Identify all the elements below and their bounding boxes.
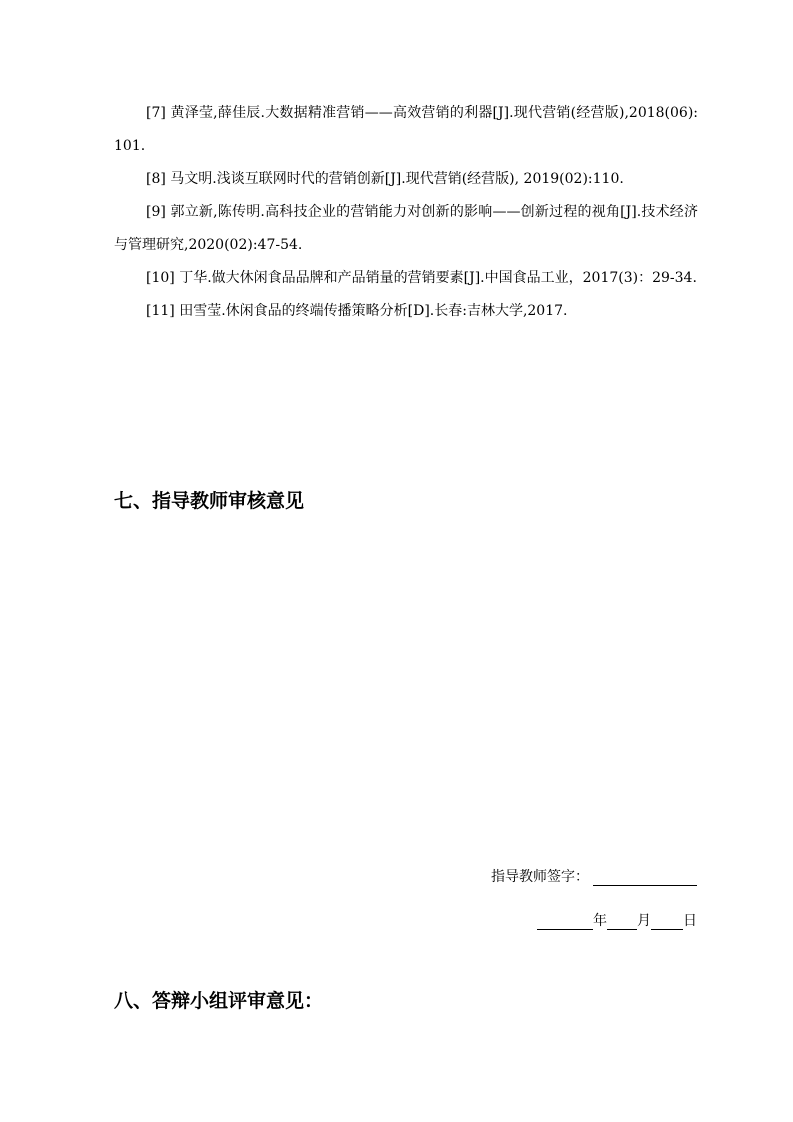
- year-label: 年: [593, 913, 607, 929]
- signature-label: 指导教师签字：: [491, 869, 589, 885]
- day-blank-line: [651, 911, 683, 930]
- reference-item: [9] 郭立新,陈传明.高科技企业的营销能力对创新的影响——创新过程的视角[J].技术经济与管理研究,2020(02):47-54.: [114, 204, 698, 253]
- month-blank-line: [607, 911, 637, 930]
- signature-blank-line: [593, 867, 697, 886]
- reference-item: [11] 田雪莹.休闲食品的终端传播策略分析[D].长春:吉林大学,2017.: [146, 303, 568, 319]
- month-label: 月: [637, 913, 651, 929]
- reference-item: [8] 马文明.浅谈互联网时代的营销创新[J].现代营销(经营版), 2019(02):110.: [146, 171, 624, 187]
- reference-list: [114, 97, 698, 328]
- reference-item: [7] 黄泽莹,薛佳辰.大数据精准营销——高效营销的利器[J].现代营销(经营版),2018(06):101.: [114, 105, 698, 154]
- year-blank-line: [537, 911, 593, 930]
- section-heading-advisor-review: 七、指导教师审核意见: [114, 490, 305, 512]
- date-row: [537, 910, 697, 930]
- reference-item: [10] 丁华.做大休闲食品品牌和产品销量的营销要素[J].中国食品工业，2017(3)：29-34.: [146, 270, 697, 286]
- day-label: 日: [683, 913, 697, 929]
- section-heading-defense-panel-review: 八、答辩小组评审意见：: [114, 990, 324, 1012]
- advisor-signature-row: [491, 866, 697, 886]
